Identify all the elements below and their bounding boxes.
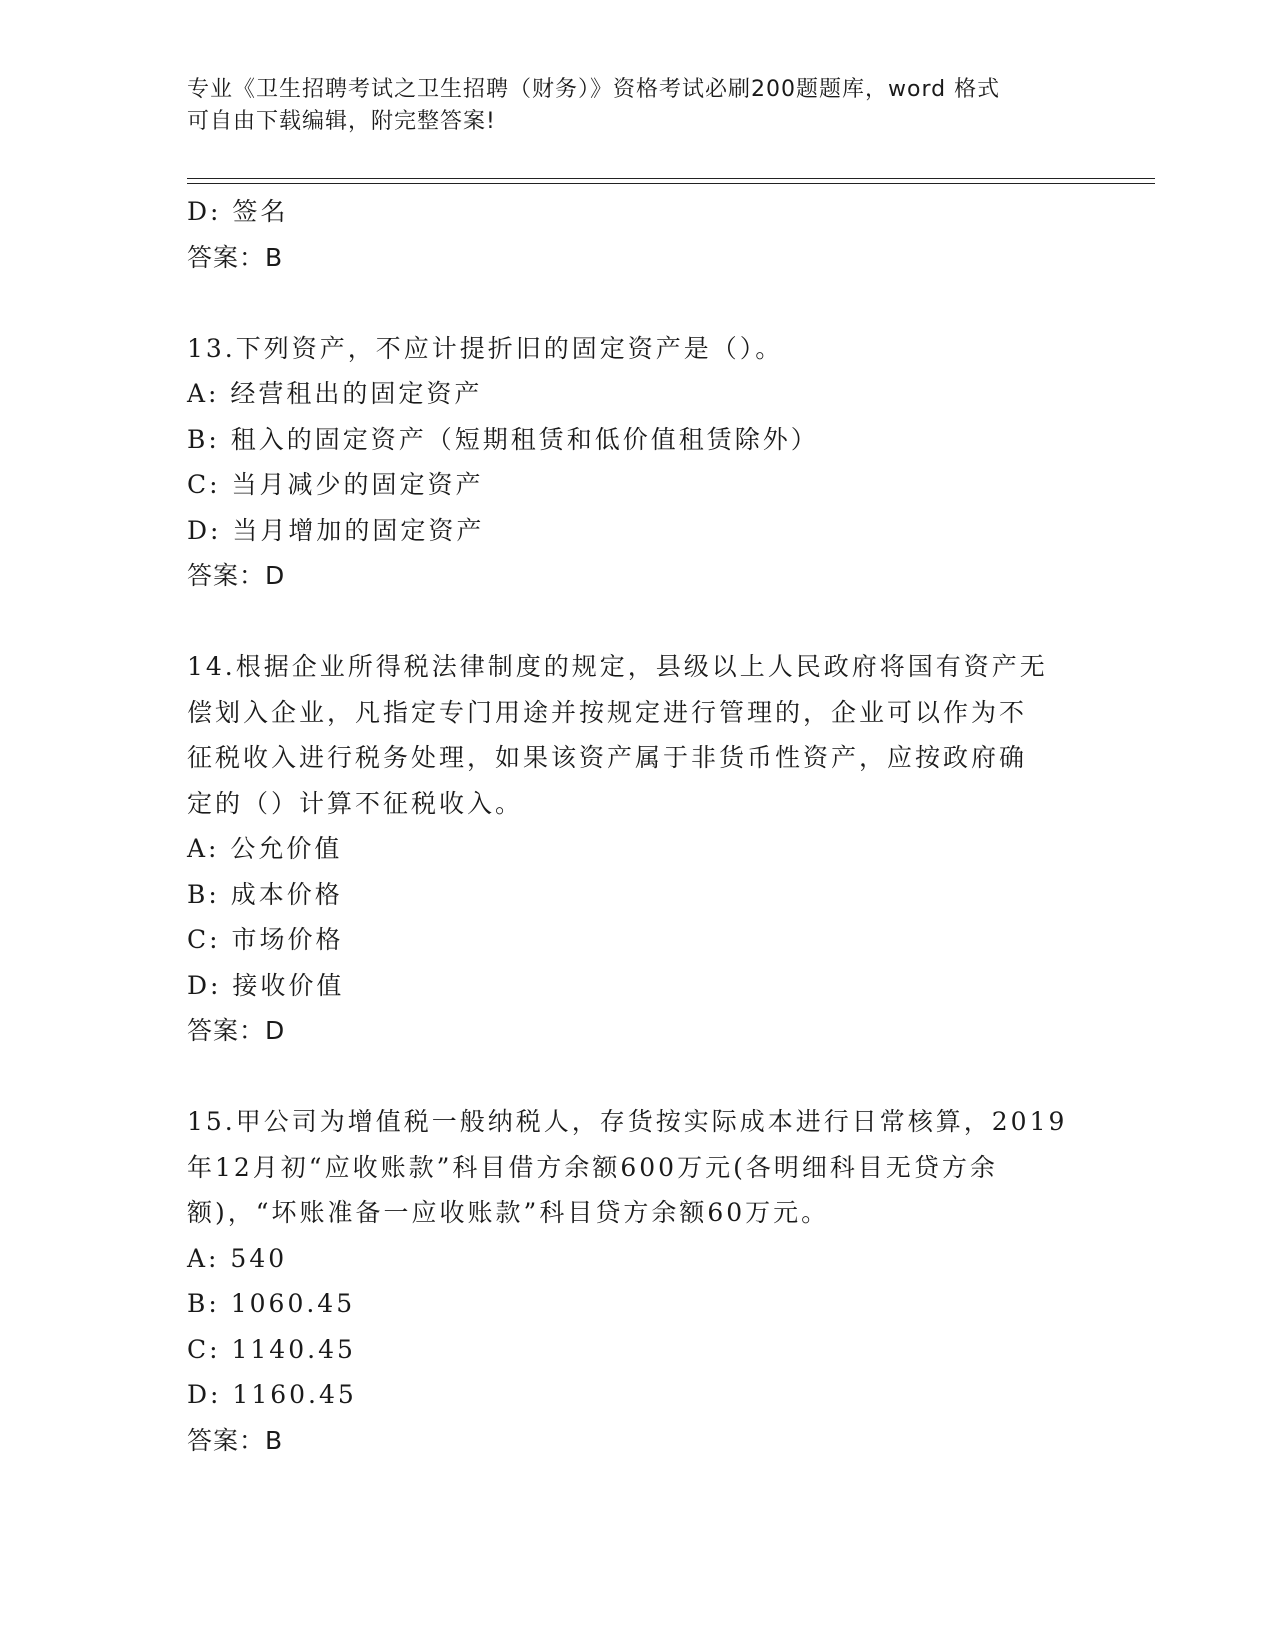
document-header — [187, 74, 1087, 138]
header-divider-top — [187, 178, 1155, 179]
question-13 — [187, 326, 1087, 599]
q13-option-d: D: 当月增加的固定资产 — [187, 515, 485, 545]
q14-stem-line-3: 征税收入进行税务处理，如果该资产属于非货币性资产，应按政府确 — [187, 743, 1028, 772]
header-divider-bottom — [187, 183, 1155, 184]
q14-stem-line-2: 偿划入企业，凡指定专门用途并按规定进行管理的，企业可以作为不 — [187, 697, 1028, 727]
q15-option-b: B: 1060.45 — [187, 1289, 356, 1318]
q15-answer: 答案：B — [187, 1425, 284, 1455]
q14-option-c: C: 市场价格 — [187, 925, 344, 954]
q13-option-c: C: 当月减少的固定资产 — [187, 470, 484, 499]
q15-option-d: D: 1160.45 — [187, 1380, 357, 1409]
q15-stem-line-3: 额)，“坏账准备一应收账款”科目贷方余额60万元。 — [187, 1198, 830, 1227]
question-list — [187, 189, 1087, 1463]
question-12 — [187, 189, 1087, 280]
question-14 — [187, 644, 1087, 1054]
header-line-2: 可自由下载编辑，附完整答案! — [187, 109, 496, 134]
q12-option-d: D: 签名 — [187, 197, 289, 226]
q13-stem: 13.下列资产，不应计提折旧的固定资产是（）。 — [187, 333, 784, 363]
spacer — [187, 1054, 1087, 1100]
header-line-1: 专业《卫生招聘考试之卫生招聘（财务）》资格考试必刷200题题库，word 格式 — [187, 77, 1001, 102]
q15-stem-line-1: 15.甲公司为增值税一般纳税人，存货按实际成本进行日常核算，2019 — [187, 1107, 1068, 1136]
q14-option-a: A: 公允价值 — [187, 834, 343, 863]
q14-stem-line-1: 14.根据企业所得税法律制度的规定，县级以上人民政府将国有资产无 — [187, 652, 1048, 681]
q14-answer: 答案：D — [187, 1016, 286, 1045]
q15-option-a: A: 540 — [187, 1243, 288, 1273]
q12-answer: 答案：B — [187, 242, 284, 272]
spacer — [187, 280, 1087, 326]
question-15 — [187, 1099, 1087, 1463]
q13-option-b: B: 租入的固定资产（短期租赁和低价值租赁除外） — [187, 424, 819, 454]
q14-stem-line-4: 定的（）计算不征税收入。 — [187, 788, 524, 818]
q15-option-c: C: 1140.45 — [187, 1334, 356, 1364]
q14-option-d: D: 接收价值 — [187, 970, 345, 1000]
q13-option-a: A: 经营租出的固定资产 — [187, 379, 483, 408]
spacer — [187, 599, 1087, 645]
q14-option-b: B: 成本价格 — [187, 879, 343, 909]
q15-stem-line-2: 年12月初“应收账款”科目借方余额600万元(各明细科目无贷方余 — [187, 1152, 998, 1182]
q13-answer: 答案：D — [187, 561, 286, 590]
